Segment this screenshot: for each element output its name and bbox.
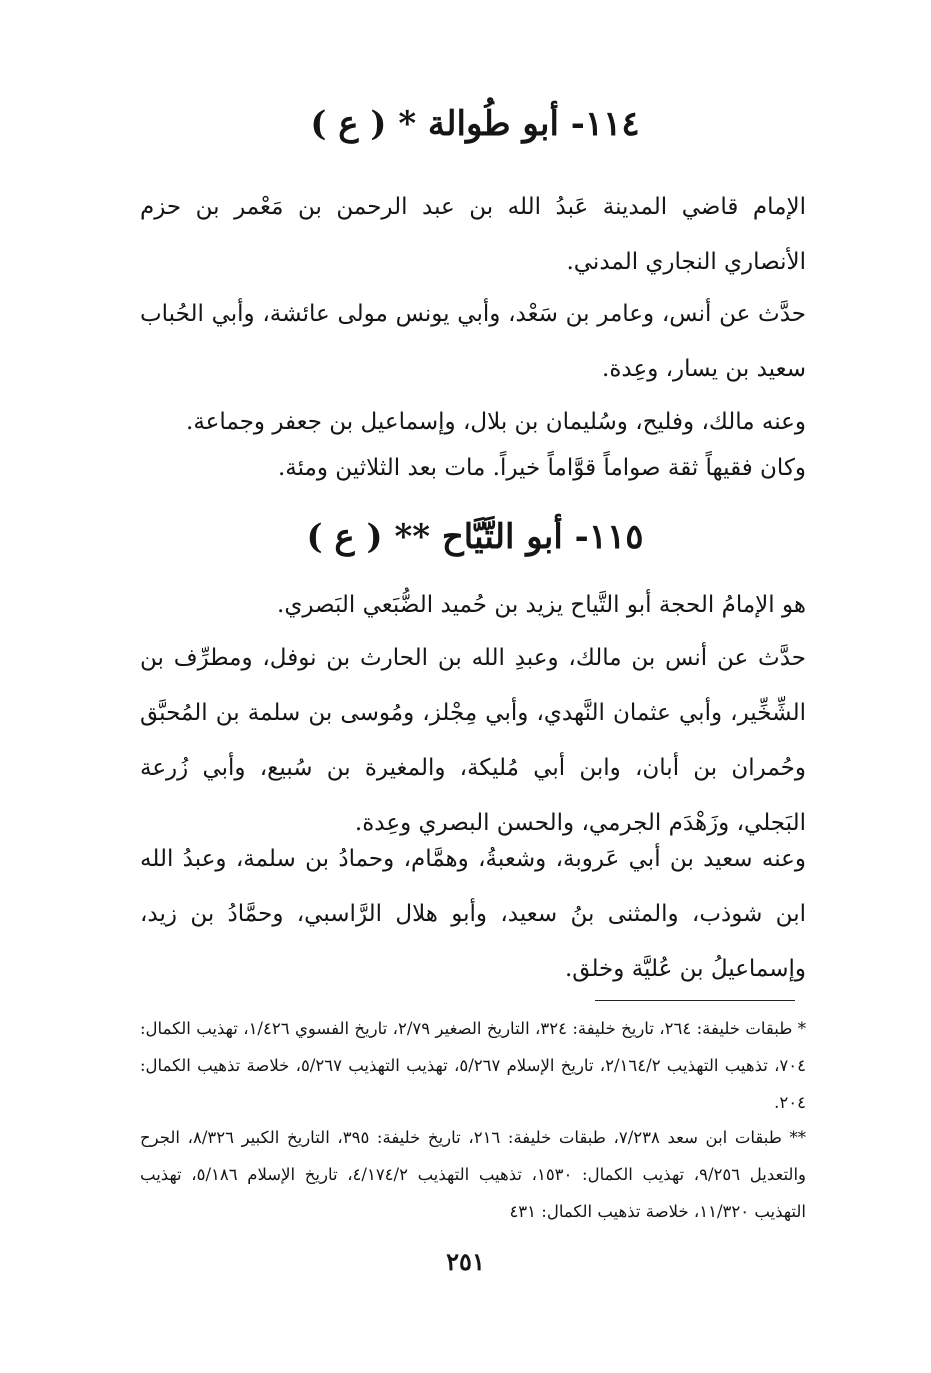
entry-115-identity-paragraph: هو الإمامُ الحجة أبو التَّياح يزيد بن حُميد الضُّبَعي البَصري. xyxy=(277,592,806,618)
entry-115-teachers-paragraph: حدَّث عن أنس بن مالك، وعبدِ الله بن الحارث بن نوفل، ومطرِّف بن الشِّخِّير، وأبي عثمان النَّهدي، وأبي مِجْلز، ومُوسى بن سلمة بن المُحبَّق وحُمران بن أبان، وابن أبي مُليكة، والمغيرة بن سُبيع، وأبي زُرعة البَجلي، وزَهْدَم الجرمي، والحسن البصري وعِدة. xyxy=(140,645,806,836)
entry-115-heading: ١١٥- أبو التَّيَّاح ** ( ع ) xyxy=(306,517,644,557)
entry-114-heading: ١١٤- أبو طُوالة * ( ع ) xyxy=(310,104,640,144)
footnote-entry-114: * طبقات خليفة: ٢٦٤، تاريخ خليفة: ٣٢٤، التاريخ الصغير ٢/٧٩، تاريخ الفسوي ١/٤٢٦، تهذيب الكمال: ٧٠٤، تذهيب التهذيب ٢/١٦٤/٢، تاريخ الإسلام ٥/٢٦٧، تهذيب التهذيب ٥/٢٦٧، خلاصة تذهيب الكمال: ٢٠٤. xyxy=(140,1019,806,1112)
entry-115-students-paragraph: وعنه سعيد بن أبي عَروبة، وشعبةُ، وهمَّام، وحمادُ بن سلمة، وعبدُ الله ابن شوذب، والمثنى بنُ سعيد، وأبو هلال الرَّاسبي، وحمَّادُ بن زيد، وإسماعيلُ بن عُليَّة وخلق. xyxy=(140,846,806,982)
page-number: ٢٥١ xyxy=(446,1247,485,1276)
entry-114-students-paragraph: وعنه مالك، وفليح، وسُليمان بن بلال، وإسماعيل بن جعفر وجماعة. xyxy=(186,409,806,435)
footnote-divider xyxy=(595,1000,795,1001)
entry-114-death-paragraph: وكان فقيهاً ثقة صواماً قوَّاماً خيراً. مات بعد الثلاثين ومئة. xyxy=(277,455,806,481)
entry-114-identity-paragraph: الإمام قاضي المدينة عَبدُ الله بن عبد الرحمن بن مَعْمر بن حزم الأنصاري النجاري المدني. xyxy=(140,194,806,275)
footnote-entry-115: ** طبقات ابن سعد ٧/٢٣٨، طبقات خليفة: ٢١٦، تاريخ خليفة: ٣٩٥، التاريخ الكبير ٨/٣٢٦، الجرح والتعديل ٩/٢٥٦، تهذيب الكمال: ١٥٣٠، تذهيب التهذيب ٤/١٧٤/٢، تاريخ الإسلام ٥/١٨٦، تهذيب التهذيب ١١/٣٢٠، خلاصة تذهيب الكمال: ٤٣١ xyxy=(140,1128,806,1221)
entry-114-teachers-paragraph: حدَّث عن أنس، وعامر بن سَعْد، وأبي يونس مولى عائشة، وأبي الحُباب سعيد بن يسار، وعِدة. xyxy=(140,301,806,382)
